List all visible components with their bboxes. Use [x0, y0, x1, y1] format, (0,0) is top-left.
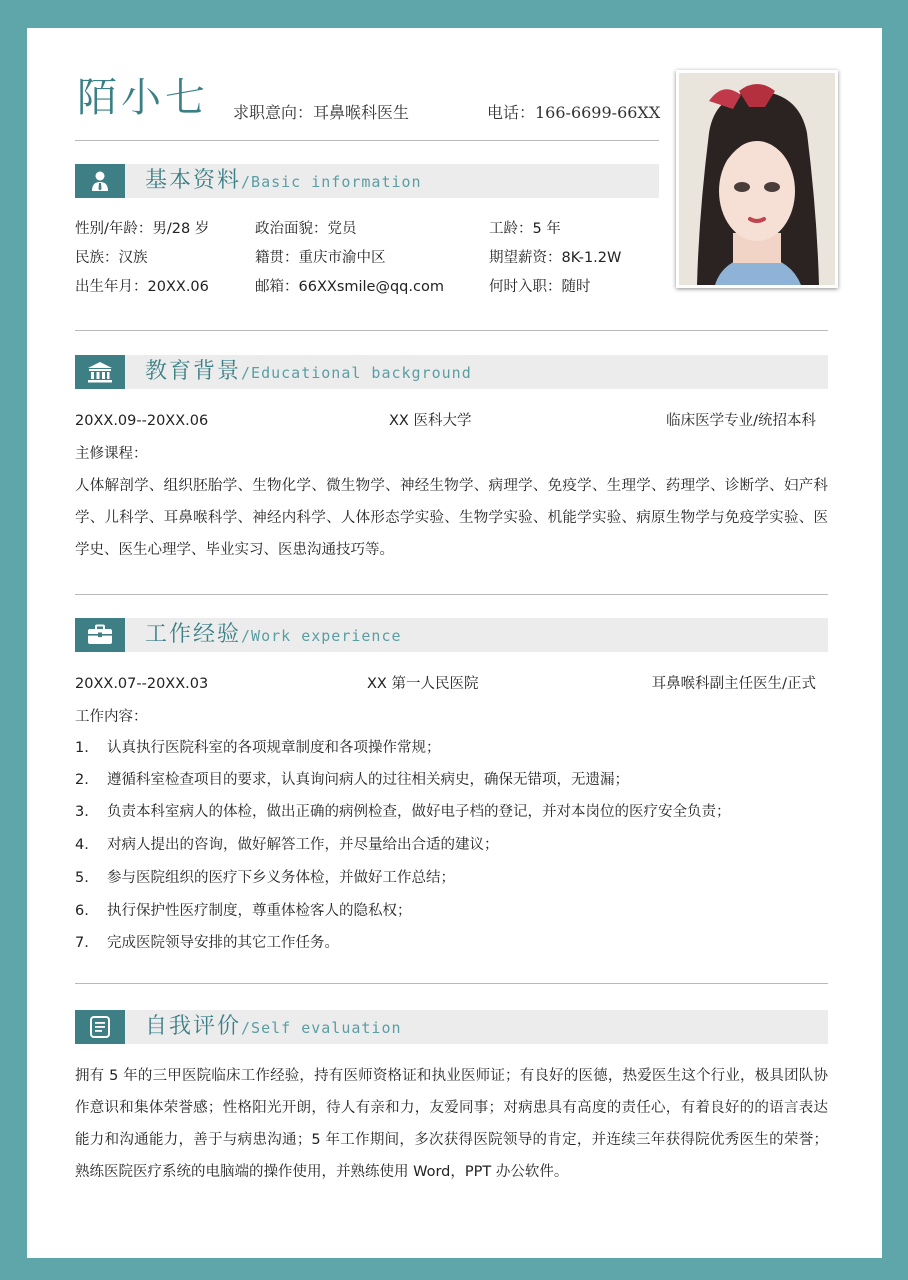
list-item-number: 3. [75, 804, 89, 820]
divider-work [75, 983, 828, 984]
list-item-number: 1. [75, 740, 89, 756]
field-hometown: 籍贯：重庆市渝中区 [255, 250, 386, 266]
section-title [145, 164, 422, 198]
divider-education [75, 594, 828, 595]
section-title-cn: 工作经验 [145, 622, 242, 647]
education-period: 20XX.09--20XX.06 [75, 413, 209, 429]
list-item-text: 遵循科室检查项目的要求，认真询问病人的过往相关病史，确保无错项，无遗漏； [107, 772, 629, 788]
field-email: 邮箱：66XXsmile@qq.com [255, 279, 444, 295]
courses-label: 主修课程： [75, 446, 148, 462]
section-title-cn: 自我评价 [145, 1014, 242, 1039]
briefcase-icon [75, 618, 125, 652]
bank-icon [75, 355, 125, 389]
work-position: 耳鼻喉科副主任医生/正式 [651, 676, 816, 692]
list-item-number: 4. [75, 837, 89, 853]
divider-basic [75, 330, 828, 331]
field-gender-age: 性别/年龄：男/28 岁 [75, 221, 210, 237]
portrait-illustration [679, 73, 835, 285]
field-start-date: 何时入职：随时 [489, 279, 591, 295]
field-work-years: 工龄：5 年 [489, 221, 561, 237]
list-item-text: 对病人提出的咨询，做好解答工作，并尽量给出合适的建议； [107, 837, 499, 853]
job-intent: 求职意向：耳鼻喉科医生 [233, 103, 410, 122]
section-title-cn: 教育背景 [145, 359, 242, 384]
header-divider [75, 140, 659, 141]
section-education-header [75, 355, 828, 389]
section-title-en: /Work experience [241, 627, 402, 645]
work-hospital: XX 第一人民医院 [367, 676, 479, 692]
duties-list [27, 738, 882, 968]
section-title-en: /Basic information [241, 173, 422, 191]
section-title-en: /Educational background [241, 364, 472, 382]
field-ethnicity: 民族：汉族 [75, 250, 148, 266]
education-major: 临床医学专业/统招本科 [666, 413, 816, 429]
list-item-text: 完成医院领导安排的其它工作任务。 [107, 935, 339, 951]
phone-number: 电话：166-6699-66XX [487, 103, 661, 122]
section-title-cn: 基本资料 [145, 168, 242, 193]
work-content-label: 工作内容： [75, 709, 148, 725]
section-basic-info-header [75, 164, 659, 198]
candidate-name: 陌小七 [77, 75, 209, 121]
list-item-text: 执行保护性医疗制度，尊重体检客人的隐私权； [107, 903, 412, 919]
section-work-header [75, 618, 828, 652]
profile-photo [676, 70, 838, 288]
education-school: XX 医科大学 [389, 413, 472, 429]
section-title [145, 1010, 402, 1044]
list-item-number: 2. [75, 772, 89, 788]
list-item-text: 参与医院组织的医疗下乡义务体检，并做好工作总结； [107, 870, 455, 886]
list-item-number: 7. [75, 935, 89, 951]
list-item-number: 6. [75, 903, 89, 919]
section-title [145, 355, 472, 389]
work-period: 20XX.07--20XX.03 [75, 676, 209, 692]
section-self-eval-header [75, 1010, 828, 1044]
section-title-en: /Self evaluation [241, 1019, 402, 1037]
field-birth-date: 出生年月：20XX.06 [75, 279, 209, 295]
field-political-status: 政治面貌：党员 [255, 221, 357, 237]
courses-list: 人体解剖学、组织胚胎学、生物化学、微生物学、神经生物学、病理学、免疫学、生理学、药理学、诊断学、妇产科学、儿科学、耳鼻喉科学、神经内科学、人体形态学实验、生物学实验、机能学实验、病原生物学与免疫学实验、医学史、医生心理学、毕业实习、医患沟通技巧等。 [75, 478, 828, 558]
document-icon [75, 1010, 125, 1044]
user-icon [75, 164, 125, 198]
section-title [145, 618, 402, 652]
field-expected-salary: 期望薪资：8K-1.2W [489, 250, 622, 266]
self-evaluation-text: 拥有 5 年的三甲医院临床工作经验，持有医师资格证和执业医师证；有良好的医德，热爱医生这个行业，极具团队协作意识和集体荣誉感；性格阳光开朗，待人有亲和力，友爱同事；对病患具有高度的责任心，有着良好的的语言表达能力和沟通能力，善于与病患沟通；5 年工作期间，多次获得医院领导的肯定，并连续三年获得院优秀医生的荣誉；熟练医院医疗系统的电脑端的操作使用，并熟练使用 Word，PPT 办公软件。 [75, 1068, 828, 1180]
list-item-number: 5. [75, 870, 89, 886]
resume-page [27, 28, 882, 1258]
list-item-text: 认真执行医院科室的各项规章制度和各项操作常规； [107, 740, 441, 756]
list-item-text: 负责本科室病人的体检，做出正确的病例检查，做好电子档的登记，并对本岗位的医疗安全负责； [107, 804, 731, 820]
